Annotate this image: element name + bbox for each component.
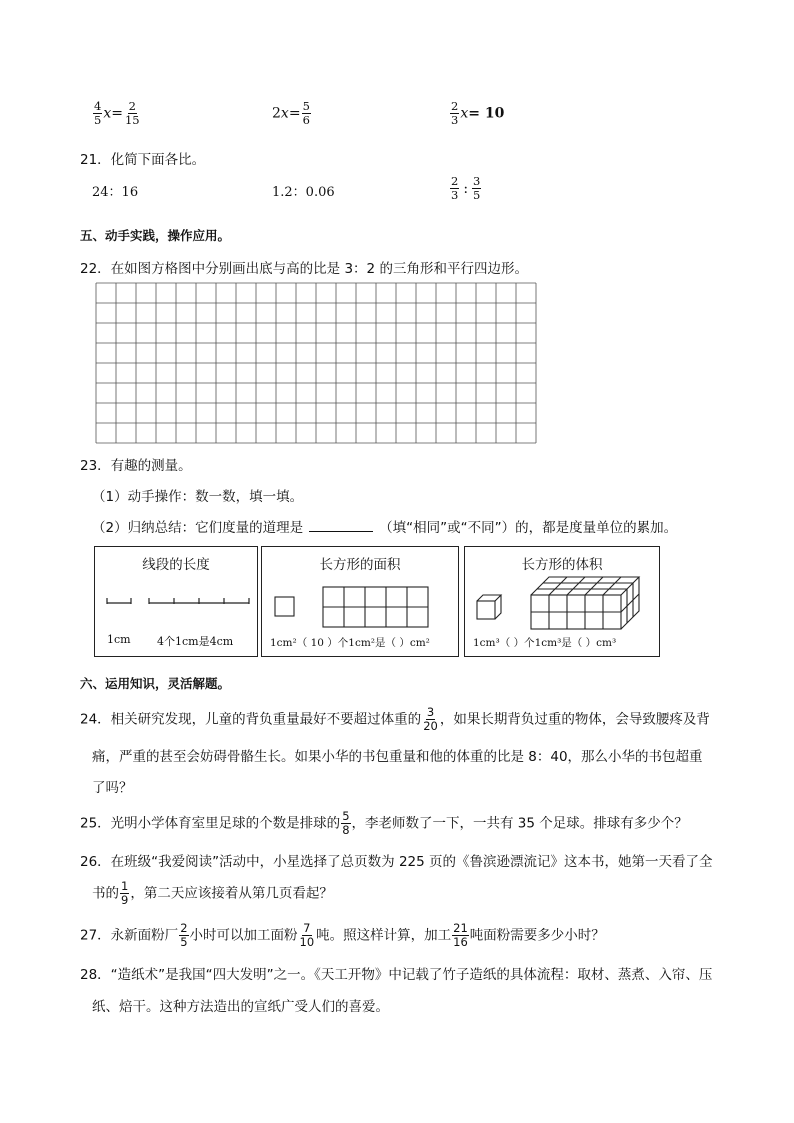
fraction-denominator: 5: [94, 113, 102, 127]
q27-text: 吨面粉需要多少小时？: [469, 927, 605, 944]
rectangle-area-box: [261, 546, 459, 657]
coefficient: 2: [272, 105, 281, 122]
drawing-grid[interactable]: [95, 282, 537, 444]
q24-line1: [80, 706, 710, 733]
fraction-denominator: 15: [124, 113, 140, 127]
fraction-numerator: 2: [451, 174, 459, 188]
q21-ratio-1: 24：16: [92, 185, 139, 200]
unit-label: 1cm: [107, 633, 131, 646]
fraction-numerator: 2: [128, 99, 136, 113]
box-title: 线段的长度: [142, 557, 210, 573]
ratio-colon: :: [463, 180, 469, 197]
segment-ruler: [105, 595, 255, 609]
q27-line: [80, 922, 605, 949]
q22-text: 22．在如图方格图中分别画出底与高的比是 3：2 的三角形和平行四边形。: [80, 261, 528, 277]
area-caption: 1cm²（ 10 ）个1cm²是（ ）cm²: [270, 637, 430, 649]
q24-line3: 了吗？: [92, 780, 133, 796]
total-label: 4个1cm是4cm: [157, 635, 234, 648]
q24-line2: 痛，严重的甚至会妨碍骨骼生长。如果小华的书包重量和他的体重的比是 8：40，那么小华的书包超重: [92, 749, 703, 765]
fraction-numerator: 2: [180, 921, 188, 935]
equals-sign: =: [288, 105, 301, 122]
fraction-denominator: 9: [121, 893, 129, 907]
q24-text: ，如果长期背负过重的物体，会导致腰疼及背: [439, 711, 710, 728]
variable: x: [280, 105, 289, 122]
equation-1: [92, 100, 142, 127]
fraction-denominator: 3: [451, 188, 459, 202]
fraction-numerator: 4: [94, 99, 102, 113]
area-diagram: [272, 585, 452, 631]
equation-3: [449, 100, 504, 127]
q27-text: 吨。照这样计算，加工: [316, 927, 452, 944]
equals-sign: =: [111, 105, 123, 122]
fraction-numerator: 7: [303, 921, 311, 935]
fraction-numerator: 3: [473, 174, 481, 188]
box-title: 长方形的体积: [521, 557, 603, 573]
variable: x: [460, 105, 469, 122]
q23-part2-suffix: （填“相同”或“不同”）的，都是度量单位的累加。: [379, 520, 678, 536]
fraction-numerator: 1: [121, 879, 129, 893]
q23-part2: [92, 516, 677, 536]
fraction-numerator: 21: [453, 921, 468, 935]
q27-text: 小时可以加工面粉: [189, 927, 298, 944]
section-5-heading: 五、动手实践，操作应用。: [80, 228, 231, 243]
q26-line1: 26．在班级“我爱阅读”活动中，小星选择了总页数为 225 页的《鲁滨逊漂流记》这本书，她第一天看了全: [80, 854, 713, 870]
q23-label: 23．有趣的测量。: [80, 458, 192, 474]
fraction-denominator: 8: [342, 823, 350, 837]
fraction-numerator: 3: [426, 705, 435, 719]
fraction-denominator: 10: [299, 935, 315, 949]
q26-text: 书的: [92, 885, 119, 902]
equation-rhs: = 10: [468, 105, 505, 122]
fraction-numerator: 5: [342, 809, 350, 823]
section-6-heading: 六、运用知识，灵活解题。: [80, 676, 231, 691]
q21-ratio-3: [449, 175, 482, 202]
q26-text: ，第二天应该接着从第几页看起？: [130, 885, 333, 902]
q25-text: 25．光明小学体育室里足球的个数是排球的: [80, 815, 341, 832]
box-title: 长方形的面积: [319, 557, 401, 573]
volume-caption: 1cm³（ ）个1cm³是（ ）cm³: [473, 637, 617, 649]
q25-text: ，李老师数了一下，一共有 35 个足球。排球有多少个？: [351, 815, 688, 832]
fraction-denominator: 3: [451, 113, 459, 127]
answer-blank[interactable]: [309, 530, 373, 532]
volume-diagram: [473, 575, 657, 633]
variable: x: [103, 105, 112, 122]
q28-line1: 28．“造纸术”是我国“四大发明”之一。《天工开物》中记载了竹子造纸的具体流程：取材、蒸煮、入帘、压: [80, 967, 713, 983]
q28-line2: 纸、焙干。这种方法造出的宣纸广受人们的喜爱。: [92, 999, 389, 1015]
q23-part1: （1）动手操作：数一数，填一填。: [92, 489, 304, 505]
q24-text: 24．相关研究发现，儿童的背负重量最好不要超过体重的: [80, 711, 422, 728]
q23-part2-prefix: （2）归纳总结：它们度量的道理是: [92, 520, 304, 536]
q26-line2: [92, 880, 333, 907]
q25-line: [80, 810, 688, 837]
segment-length-box: [94, 546, 258, 657]
rectangle-volume-box: [464, 546, 660, 657]
fraction-denominator: 16: [453, 935, 468, 949]
fraction-denominator: 6: [302, 113, 310, 127]
q21-label: 21．化简下面各比。: [80, 152, 206, 168]
q27-text: 27．永新面粉厂: [80, 927, 179, 944]
equation-2: [272, 100, 312, 127]
fraction-denominator: 20: [423, 719, 438, 733]
fraction-denominator: 5: [180, 935, 188, 949]
fraction-numerator: 5: [302, 99, 310, 113]
fraction-numerator: 2: [451, 99, 459, 113]
fraction-denominator: 5: [473, 188, 481, 202]
q21-ratio-2: 1.2：0.06: [272, 185, 335, 200]
